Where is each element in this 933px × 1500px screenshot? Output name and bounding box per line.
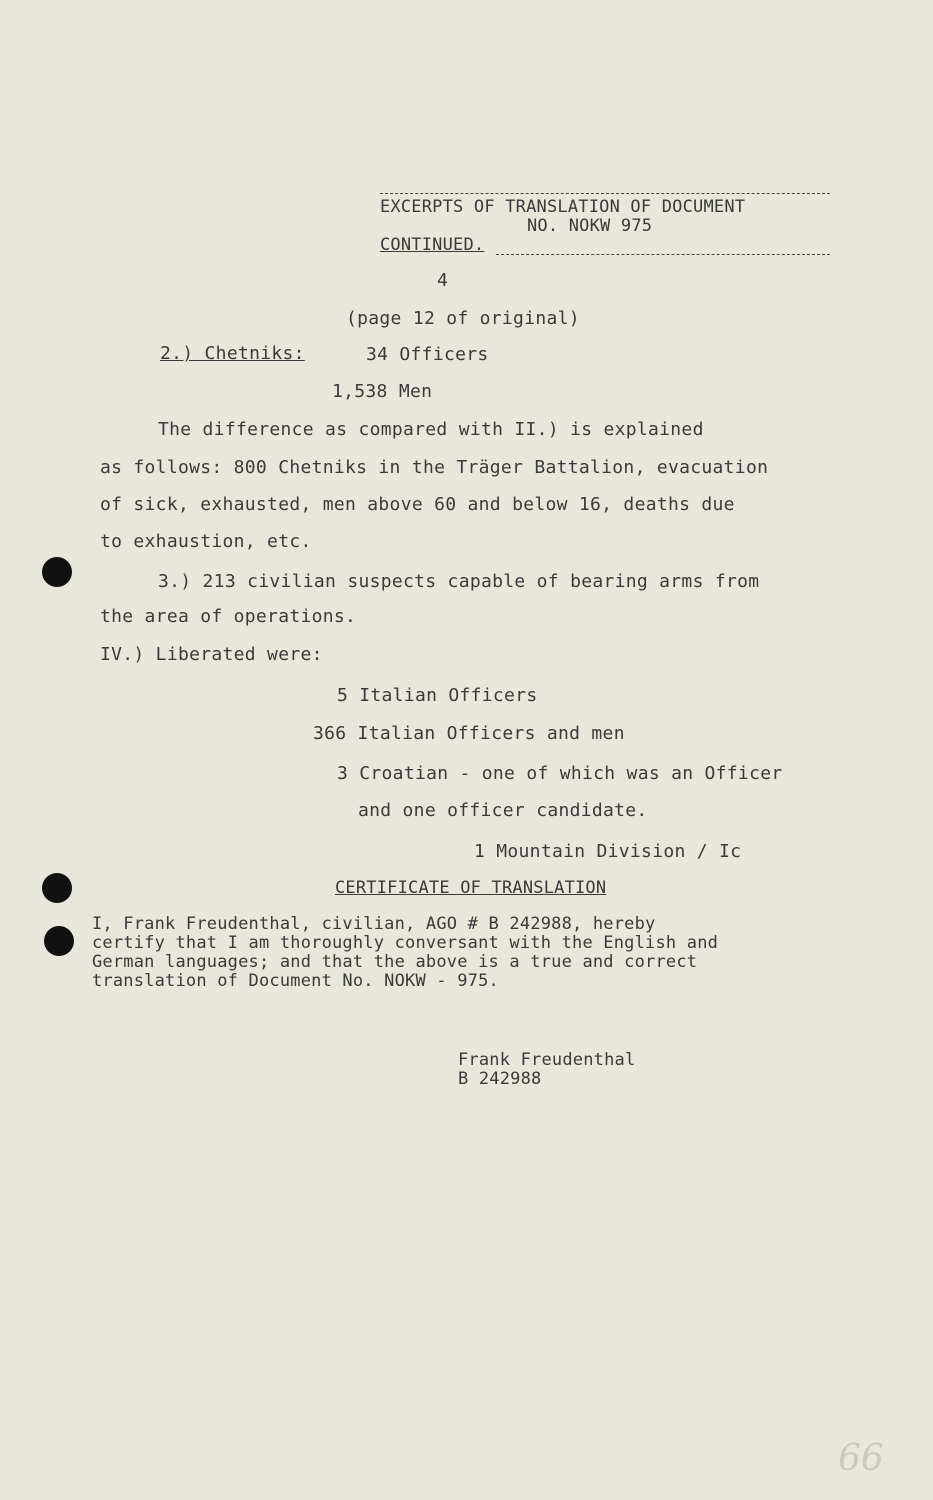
paragraph-line3: of sick, exhausted, men above 60 and below 16, deaths due (100, 494, 735, 515)
certificate-line2: certify that I am thoroughly conversant with the English and (92, 933, 719, 953)
header-title-line1: EXCERPTS OF TRANSLATION OF DOCUMENT (380, 197, 746, 217)
certificate-title: CERTIFICATE OF TRANSLATION (335, 878, 607, 898)
item2-officers: 34 Officers (366, 344, 489, 365)
liberated-item: 366 Italian Officers and men (313, 723, 625, 744)
punch-hole-bottom (44, 926, 74, 956)
certificate-line4: translation of Document No. NOKW - 975. (92, 971, 499, 991)
item2-men: 1,538 Men (332, 381, 433, 402)
item4-label: IV.) Liberated were: (100, 644, 323, 665)
page-number: 66 (838, 1438, 884, 1479)
header-continued: CONTINUED. (380, 235, 485, 255)
certificate-line3: German languages; and that the above is a true and correct (92, 952, 698, 972)
header-title-line2: NO. NOKW 975 (527, 216, 653, 236)
certificate-line1: I, Frank Freudenthal, civilian, AGO # B 242988, hereby (92, 914, 656, 934)
punch-hole-top (42, 557, 72, 587)
liberated-item: 3 Croatian - one of which was an Officer (337, 763, 783, 784)
paragraph-line2: as follows: 800 Chetniks in the Träger Battalion, evacuation (100, 457, 769, 478)
signer-name: Frank Freudenthal (458, 1050, 636, 1070)
signature-unit: 1 Mountain Division / Ic (474, 841, 742, 862)
header-bottom-rule (496, 254, 830, 255)
paragraph-line4: to exhaustion, etc. (100, 531, 312, 552)
item3-line2: the area of operations. (100, 606, 357, 627)
item3-line1: 3.) 213 civilian suspects capable of bearing arms from (158, 571, 760, 592)
signer-id: B 242988 (458, 1069, 542, 1089)
item2-label: 2.) Chetniks: (160, 343, 305, 364)
liberated-item: 5 Italian Officers (337, 685, 538, 706)
page-reference: (page 12 of original) (346, 308, 580, 329)
paragraph-line1: The difference as compared with II.) is explained (158, 419, 704, 440)
liberated-item: and one officer candidate. (358, 800, 648, 821)
header-top-rule (380, 193, 830, 194)
punch-hole-middle (42, 873, 72, 903)
page-marker: 4 (437, 270, 449, 291)
